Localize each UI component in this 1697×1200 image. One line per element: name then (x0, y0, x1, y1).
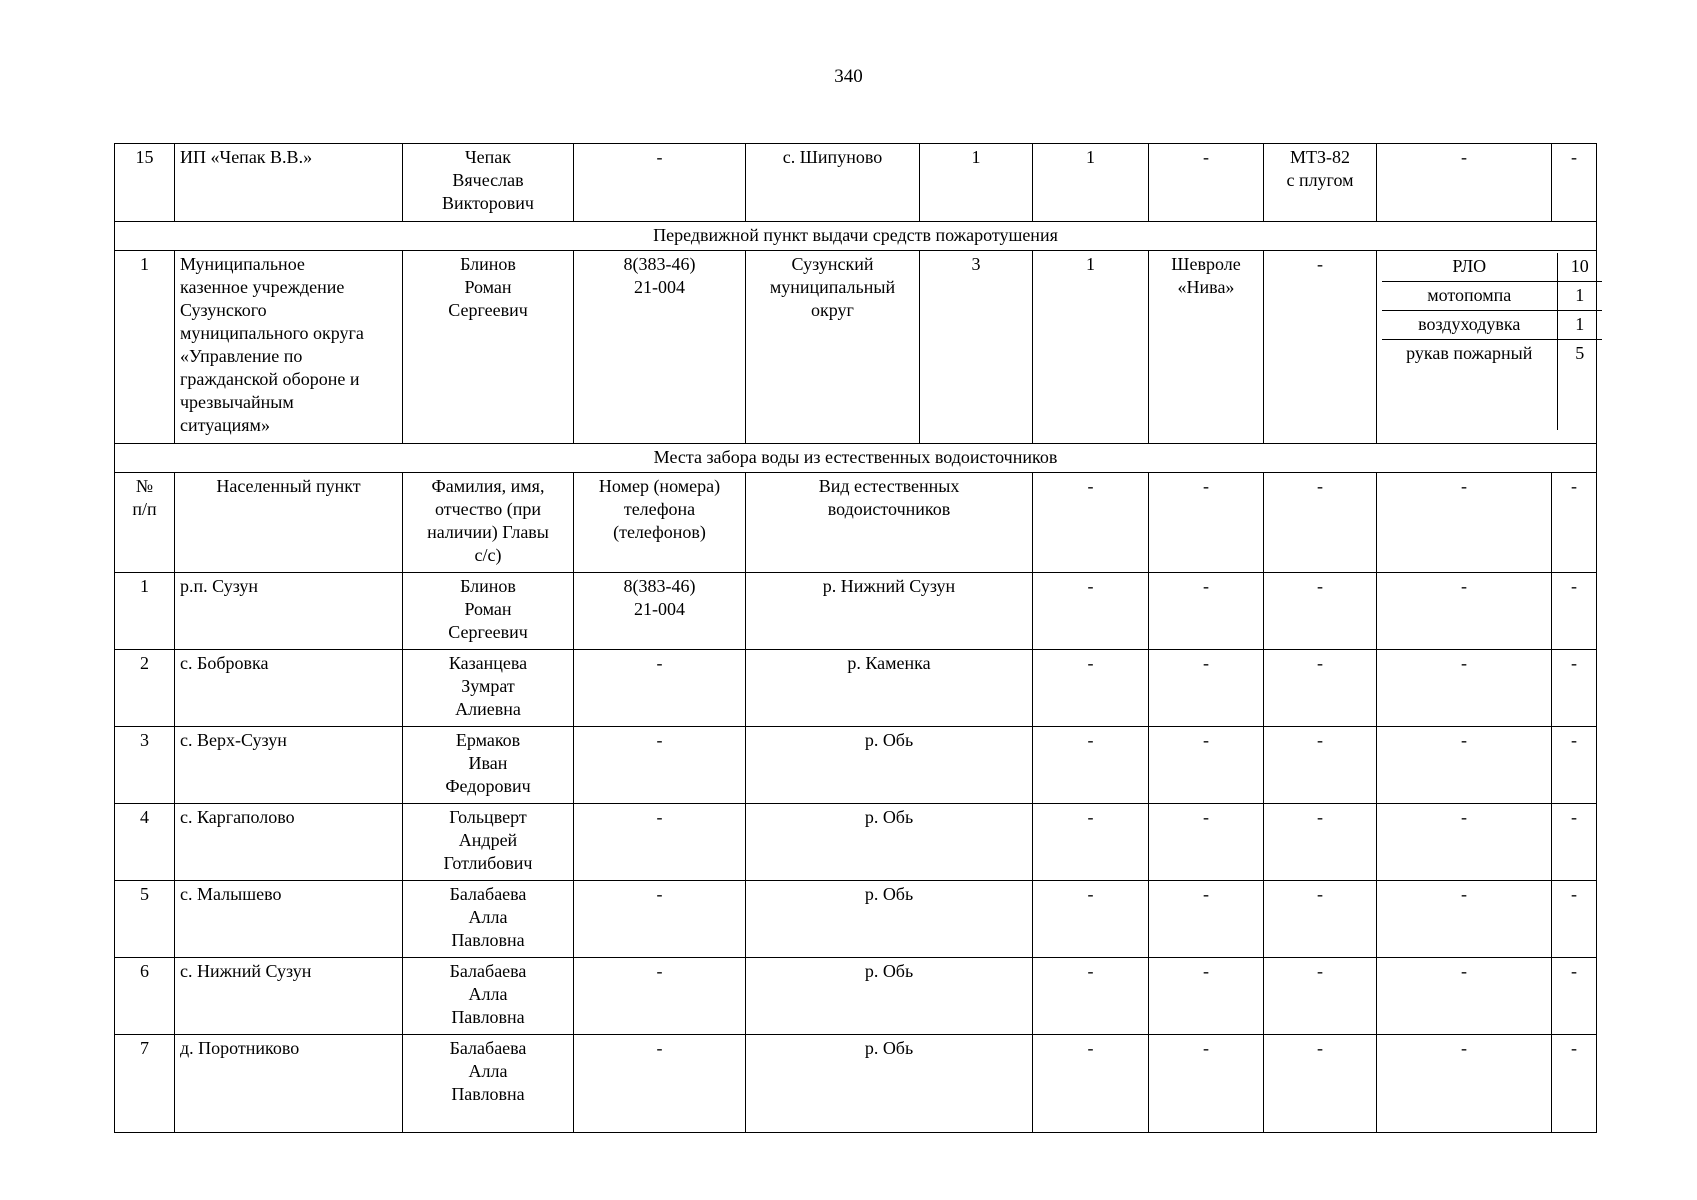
water-source: р. Обь (746, 881, 1033, 958)
cell-value: - (1033, 881, 1149, 958)
cell-value: - (1264, 650, 1377, 727)
cell-value: - (1149, 144, 1264, 222)
equipment-qty: 10 (1557, 253, 1602, 282)
cell-value: - (1033, 804, 1149, 881)
location: Сузунский муниципальный округ (746, 251, 920, 444)
cell-value: - (1552, 573, 1597, 650)
phone: - (574, 727, 746, 804)
water-source: р. Обь (746, 727, 1033, 804)
settlement: с. Верх-Сузун (175, 727, 403, 804)
cell-value: - (1377, 573, 1552, 650)
cell-value: - (1149, 1035, 1264, 1133)
phone: - (574, 650, 746, 727)
equipment-qty: 1 (1557, 282, 1602, 311)
column-header-source: Вид естественных водоисточников (746, 473, 1033, 573)
water-source: р. Нижний Сузун (746, 573, 1033, 650)
head-name: Блинов Роман Сергеевич (403, 251, 574, 444)
table-row (115, 144, 1597, 222)
settlement: с. Бобровка (175, 650, 403, 727)
water-source: р. Обь (746, 958, 1033, 1035)
row-number: 5 (115, 881, 175, 958)
table-row (115, 251, 1597, 444)
cell-value: - (1033, 573, 1149, 650)
column-header-number: № п/п (115, 473, 175, 573)
section-row (115, 444, 1597, 473)
cell-value: - (1552, 727, 1597, 804)
equipment-table (1382, 253, 1602, 430)
row-number: 7 (115, 1035, 175, 1133)
table-row (115, 881, 1597, 958)
equipment-qty: 1 (1557, 311, 1602, 340)
table-header-row (115, 473, 1597, 573)
settlement: д. Поротниково (175, 1035, 403, 1133)
organization-name: ИП «Чепак В.В.» (175, 144, 403, 222)
cell-value: - (1377, 958, 1552, 1035)
cell-value: - (1377, 727, 1552, 804)
settlement: р.п. Сузун (175, 573, 403, 650)
head-name: Блинов Роман Сергеевич (403, 573, 574, 650)
phone: 8(383-46) 21-004 (574, 251, 746, 444)
cell-value: - (1377, 881, 1552, 958)
cell-value: - (1033, 1035, 1149, 1133)
phone: - (574, 144, 746, 222)
head-name: Балабаева Алла Павловна (403, 1035, 574, 1133)
cell-value: - (1264, 804, 1377, 881)
cell-value: - (1149, 473, 1264, 573)
cell-value: - (1033, 650, 1149, 727)
vehicle: Шевролe «Нива» (1149, 251, 1264, 444)
cell-value: - (1552, 473, 1597, 573)
settlement: с. Малышево (175, 881, 403, 958)
cell-value: - (1552, 650, 1597, 727)
equipment-name: рукав пожарный (1382, 340, 1557, 430)
row-number: 1 (115, 251, 175, 444)
equipment-list (1377, 251, 1597, 444)
head-name: Чепак Вячеслав Викторович (403, 144, 574, 222)
phone: - (574, 1035, 746, 1133)
cell-value: 3 (920, 251, 1033, 444)
cell-value: 1 (1033, 144, 1149, 222)
equipment-row (1382, 282, 1602, 311)
water-source: р. Обь (746, 1035, 1033, 1133)
water-source: р. Каменка (746, 650, 1033, 727)
cell-value: - (1377, 650, 1552, 727)
row-number: 3 (115, 727, 175, 804)
column-header-head: Фамилия, имя, отчество (при наличии) Главы с/с) (403, 473, 574, 573)
settlement: с. Нижний Сузун (175, 958, 403, 1035)
cell-value: 1 (920, 144, 1033, 222)
phone: 8(383-46) 21-004 (574, 573, 746, 650)
row-number: 4 (115, 804, 175, 881)
cell-value: - (1552, 804, 1597, 881)
cell-value: 1 (1033, 251, 1149, 444)
cell-value: - (1264, 251, 1377, 444)
head-name: Балабаева Алла Павловна (403, 881, 574, 958)
column-header-phone: Номер (номера) телефона (телефонов) (574, 473, 746, 573)
cell-value: - (1149, 573, 1264, 650)
equipment-name: воздуходувка (1382, 311, 1557, 340)
cell-value: - (1377, 804, 1552, 881)
cell-value: - (1149, 650, 1264, 727)
cell-value: - (1149, 958, 1264, 1035)
equipment-row (1382, 253, 1602, 282)
vehicle: МТЗ-82 с плугом (1264, 144, 1377, 222)
cell-value: - (1149, 727, 1264, 804)
row-number: 6 (115, 958, 175, 1035)
row-number: 1 (115, 573, 175, 650)
phone: - (574, 804, 746, 881)
water-source: р. Обь (746, 804, 1033, 881)
cell-value: - (1552, 881, 1597, 958)
equipment-name: мотопомпа (1382, 282, 1557, 311)
table-row (115, 727, 1597, 804)
phone: - (574, 881, 746, 958)
section-title: Передвижной пункт выдачи средств пожаротушения (115, 222, 1597, 251)
cell-value: - (1264, 881, 1377, 958)
table-row (115, 573, 1597, 650)
section-title: Места забора воды из естественных водоисточников (115, 444, 1597, 473)
row-number: 2 (115, 650, 175, 727)
equipment-row (1382, 311, 1602, 340)
table-row (115, 1035, 1597, 1133)
settlement: с. Каргаполово (175, 804, 403, 881)
table-row (115, 958, 1597, 1035)
table-row (115, 650, 1597, 727)
equipment-qty: 5 (1575, 343, 1585, 363)
cell-value: - (1264, 1035, 1377, 1133)
page-number: 340 (834, 66, 863, 87)
section-row (115, 222, 1597, 251)
cell-value: - (1264, 958, 1377, 1035)
head-name: Казанцева Зумрат Алиевна (403, 650, 574, 727)
fire-resources-table (114, 143, 1597, 1133)
equipment-row (1382, 340, 1602, 430)
organization-name: Муниципальное казенное учреждение Сузунского муниципального округа «Управление по гражданской обороне и чрезвычайным ситуациям» (175, 251, 403, 444)
location: с. Шипуново (746, 144, 920, 222)
table-row (115, 804, 1597, 881)
cell-value: - (1552, 1035, 1597, 1133)
column-header-settlement: Населенный пункт (175, 473, 403, 573)
cell-value: - (1264, 473, 1377, 573)
cell-value: - (1149, 881, 1264, 958)
cell-value: - (1033, 473, 1149, 573)
cell-value: - (1377, 144, 1552, 222)
cell-value: - (1552, 958, 1597, 1035)
head-name: Ермаков Иван Федорович (403, 727, 574, 804)
cell-value: - (1264, 573, 1377, 650)
cell-value: - (1149, 804, 1264, 881)
head-name: Балабаева Алла Павловна (403, 958, 574, 1035)
row-number: 15 (115, 144, 175, 222)
cell-value: - (1377, 1035, 1552, 1133)
head-name: Гольцверт Андрей Готлибович (403, 804, 574, 881)
cell-value: - (1377, 473, 1552, 573)
cell-value: - (1033, 958, 1149, 1035)
phone: - (574, 958, 746, 1035)
cell-value: - (1033, 727, 1149, 804)
equipment-name: РЛО (1382, 253, 1557, 282)
cell-value: - (1552, 144, 1597, 222)
cell-value: - (1264, 727, 1377, 804)
